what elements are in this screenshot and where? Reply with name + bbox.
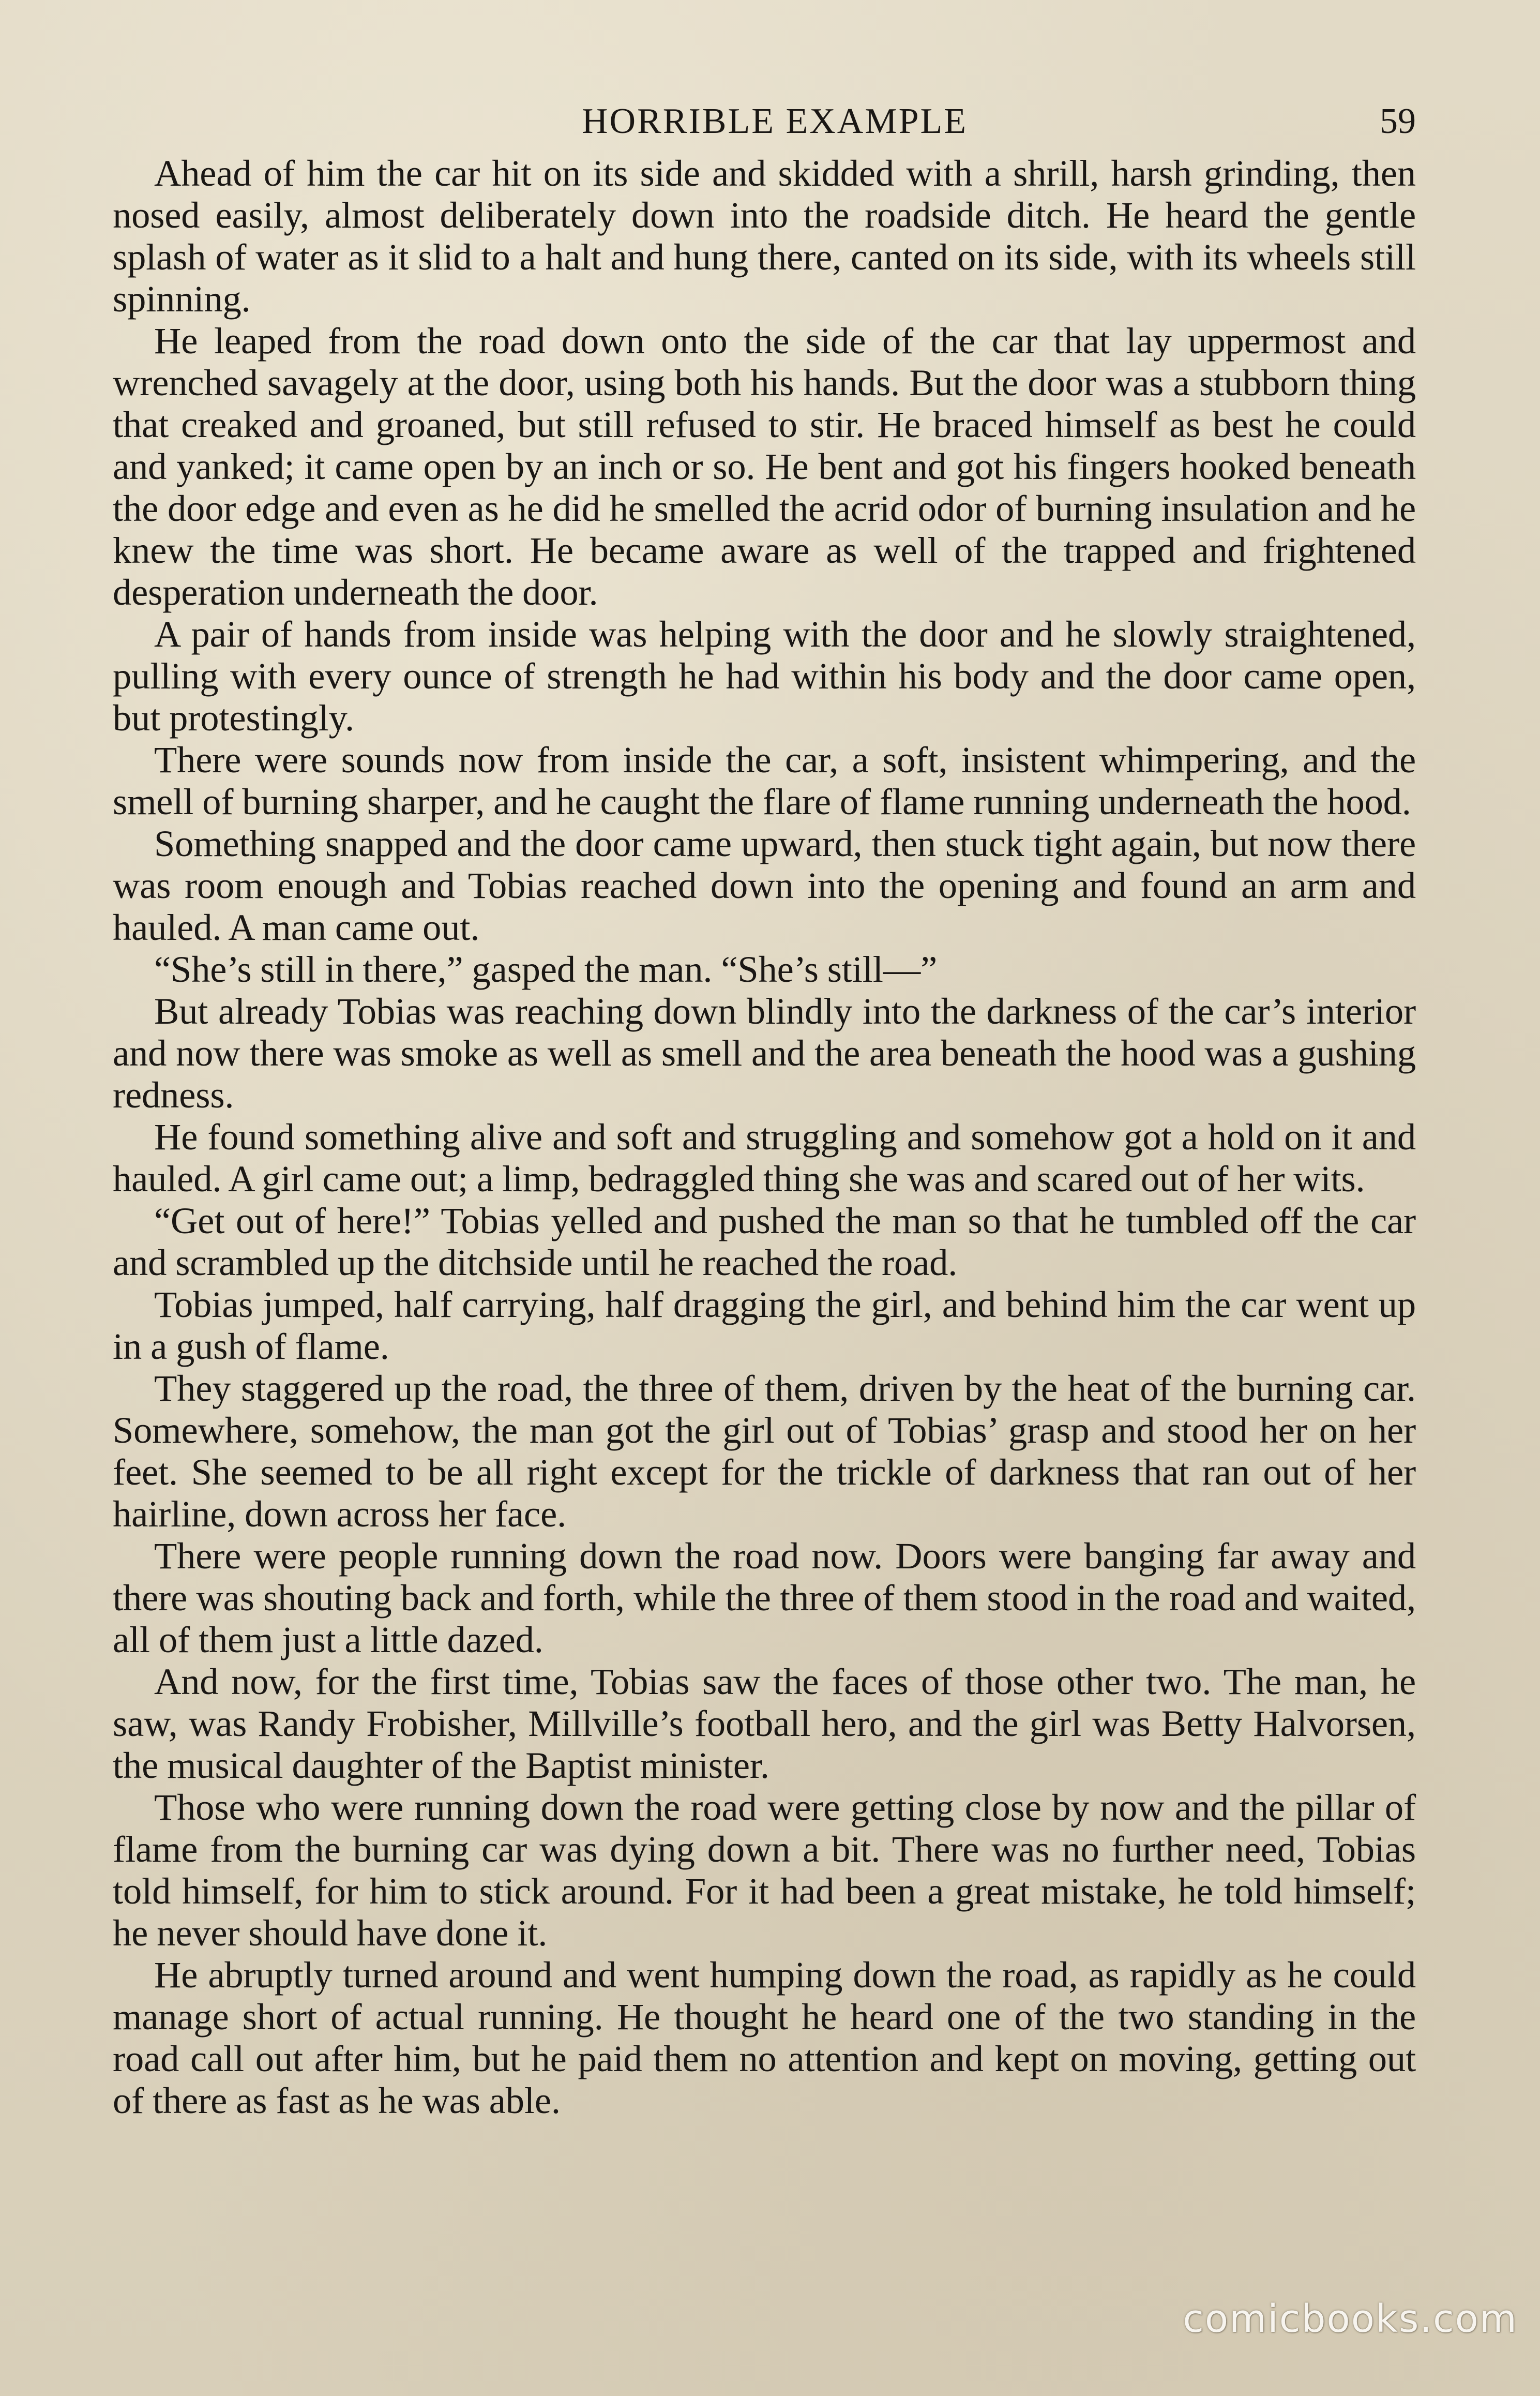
paragraph: Those who were running down the road were getting close by now and the pillar of flame from the burning car was dying down a bit. There was no further need, Tobias told himself, for him to stick around. For it had been a great mistake, he told himself; he never should have done it.	[113, 1786, 1416, 1954]
body-text	[113, 152, 1416, 2121]
site-watermark: comicbooks.com	[1183, 2297, 1518, 2341]
paragraph: There were sounds now from inside the car, a soft, insistent whimpering, and the smell of burning sharper, and he caught the flare of flame running underneath the hood.	[113, 739, 1416, 822]
paragraph: They staggered up the road, the three of them, driven by the heat of the burning car. Somewhere, somehow, the man got the girl out of Tobias’ grasp and stood her on her feet. She seemed to be all right except for the trickle of darkness that ran out of her hairline, down across her face.	[113, 1367, 1416, 1535]
paragraph: Something snapped and the door came upward, then stuck tight again, but now there was room enough and Tobias reached down into the opening and found an arm and hauled. A man came out.	[113, 822, 1416, 948]
running-head	[113, 93, 1416, 150]
paragraph: Tobias jumped, half carrying, half dragging the girl, and behind him the car went up in a gush of flame.	[113, 1283, 1416, 1367]
paragraph: He leaped from the road down onto the side of the car that lay uppermost and wrenched savagely at the door, using both his hands. But the door was a stubborn thing that creaked and groaned, but still refused to stir. He braced himself as best he could and yanked; it came open by an inch or so. He bent and got his fingers hooked beneath the door edge and even as he did he smelled the acrid odor of burning insulation and he knew the time was short. He became aware as well of the trapped and frightened desperation underneath the door.	[113, 320, 1416, 613]
paragraph: Ahead of him the car hit on its side and skidded with a shrill, harsh grinding, then nosed easily, almost deliberately down into the roadside ditch. He heard the gentle splash of water as it slid to a halt and hung there, canted on its side, with its wheels still spinning.	[113, 152, 1416, 320]
paragraph: “She’s still in there,” gasped the man. “She’s still—”	[154, 948, 938, 990]
paragraph: And now, for the first time, Tobias saw the faces of those other two. The man, he saw, was Randy Frobisher, Millville’s football hero, and the girl was Betty Halvorsen, the musical daughter of the Baptist minister.	[113, 1660, 1416, 1786]
paragraph: He abruptly turned around and went humping down the road, as rapidly as he could manage short of actual running. He thought he heard one of the two standing in the road call out after him, but he paid them no attention and kept on moving, getting out of there as fast as he was able.	[113, 1954, 1416, 2121]
page-number: 59	[1380, 101, 1416, 141]
paragraph: But already Tobias was reaching down blindly into the darkness of the car’s interior and now there was smoke as well as smell and the area beneath the hood was a gushing redness.	[113, 990, 1416, 1116]
paragraph: He found something alive and soft and struggling and somehow got a hold on it and hauled. A girl came out; a limp, bedraggled thing she was and scared out of her wits.	[113, 1116, 1416, 1200]
paragraph: There were people running down the road now. Doors were banging far away and there was shouting back and forth, while the three of them stood in the road and waited, all of them just a little dazed.	[113, 1535, 1416, 1660]
paragraph: “Get out of here!” Tobias yelled and pushed the man so that he tumbled off the car and scrambled up the ditchside until he reached the road.	[113, 1200, 1416, 1283]
running-title: HORRIBLE EXAMPLE	[581, 101, 968, 141]
paragraph: A pair of hands from inside was helping with the door and he slowly straightened, pulling with every ounce of strength he had within his body and the door came open, but protestingly.	[113, 613, 1416, 739]
book-page	[113, 93, 1416, 2121]
